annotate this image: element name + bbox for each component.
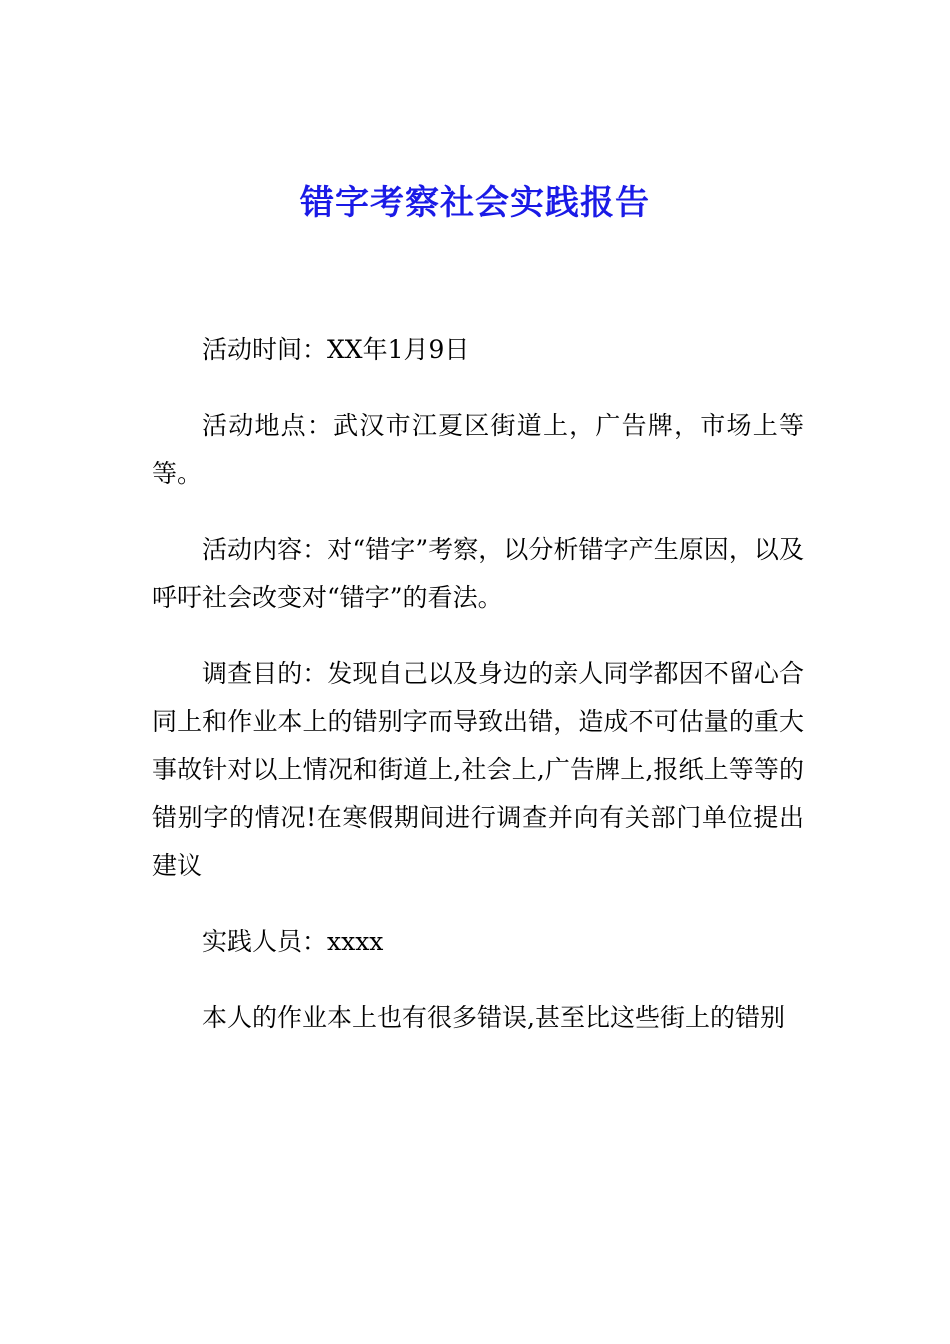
document-title: 错字考察社会实践报告 (300, 183, 650, 223)
paragraph-activity-time: 活动时间：XX年1月9日 (202, 335, 470, 364)
paragraph-activity-content: 活动内容：对“错字”考察，以分析错字产生原因，以及呼吁社会改变对“错字”的看法。 (152, 535, 804, 612)
paragraph-participants: 实践人员：xxxx (202, 927, 384, 956)
paragraph-survey-purpose: 调查目的：发现自己以及身边的亲人同学都因不留心合同上和作业本上的错别字而导致出错，造成不可估量的重大事故针对以上情况和街道上,社会上,广告牌上,报纸上等等的错别字的情况!在寒假期间进行调查并向有关部门单位提出建议 (152, 659, 804, 880)
paragraph-body-text: 本人的作业本上也有很多错误,甚至比这些街上的错别 (202, 1003, 785, 1032)
document-body (152, 326, 804, 1070)
paragraph-activity-location: 活动地点：武汉市江夏区街道上，广告牌，市场上等等。 (152, 411, 804, 488)
